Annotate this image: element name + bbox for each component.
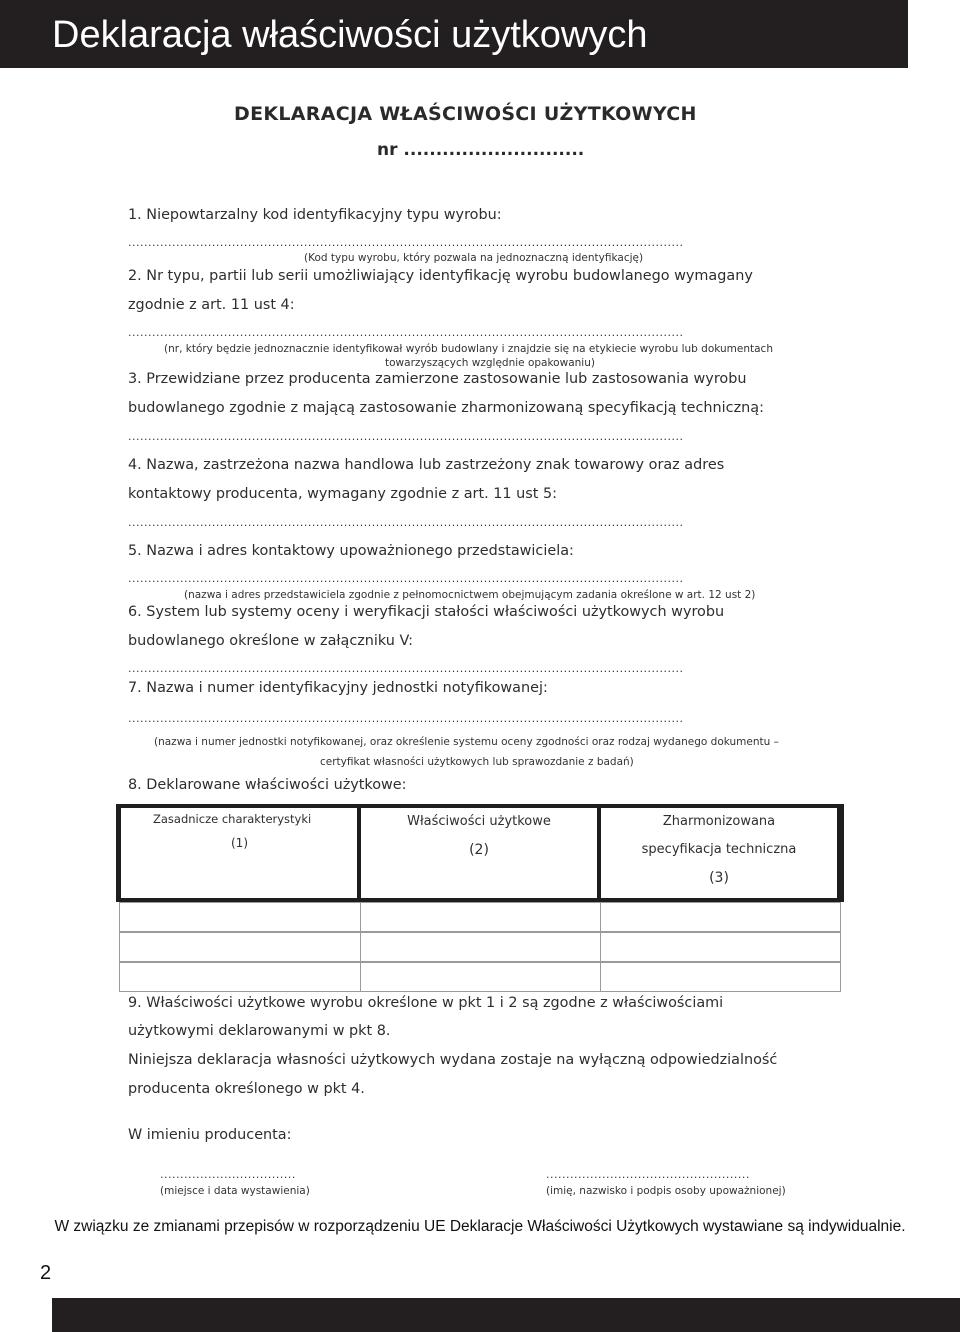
section-2-line-1: 2. Nr typu, partii lub serii umożliwiający identyfikację wyrobu budowlanego wymagany: [128, 268, 753, 284]
section-2-note-1: (nr, który będzie jednoznacznie identyfikował wyrób budowlany i znajdzie się na etykiecie wyrobu lub dokumentach: [164, 343, 773, 355]
caption-text: W związku ze zmianami przepisów w rozporządzeniu UE Deklaracje Właściwości Użytkowych wystawiane są indywidualnie.: [54, 1218, 906, 1235]
section-5: 5. Nazwa i adres kontaktowy upoważnionego przedstawiciela:: [128, 543, 574, 559]
fill-line: ...........................................................................................................................................: [128, 430, 684, 443]
section-7: 7. Nazwa i numer identyfikacyjny jednostki notyfikowanej:: [128, 680, 548, 696]
form-title: DEKLARACJA WŁAŚCIWOŚCI UŻYTKOWYCH: [234, 103, 697, 125]
section-2-line-2: zgodnie z art. 11 ust 4:: [128, 297, 295, 313]
table-header-cell: [121, 808, 357, 898]
declaration-form-image: [110, 90, 850, 1205]
signature-note-left: (miejsce i data wystawienia): [160, 1185, 310, 1197]
section-1-note: (Kod typu wyrobu, który pozwala na jednoznaczną identyfikację): [304, 252, 644, 264]
section-9-line-4: producenta określonego w pkt 4.: [128, 1081, 365, 1097]
section-5-note: (nazwa i adres przedstawiciela zgodnie z pełnomocnictwem obejmującym zadania określone w art. 12 ust 2): [184, 589, 756, 601]
section-4-line-1: 4. Nazwa, zastrzeżona nazwa handlowa lub zastrzeżony znak towarowy oraz adres: [128, 457, 725, 473]
fill-line: ...........................................................................................................................................: [128, 662, 684, 675]
section-6-line-2: budowlanego określone w załączniku V:: [128, 633, 414, 649]
column-label: Zharmonizowana: [662, 814, 776, 829]
table-header-cell: [361, 808, 597, 898]
section-9-line-2: użytkowymi deklarowanymi w pkt 8.: [128, 1023, 391, 1039]
table-row: [119, 932, 841, 962]
section-8: 8. Deklarowane właściwości użytkowe:: [128, 777, 407, 793]
fill-line: ...........................................................................................................................................: [128, 712, 684, 725]
signature-line-right: ...................................................: [546, 1168, 750, 1181]
page-title: Deklaracja właściwości użytkowych: [52, 14, 648, 56]
column-number: (3): [709, 870, 729, 886]
column-label: Zasadnicze charakterystyki: [153, 812, 312, 826]
section-9-line-3: Niniejsza deklaracja własności użytkowych wydana zostaje na wyłączną odpowiedzialność: [128, 1052, 778, 1068]
signature-note-right: (imię, nazwisko i podpis osoby upoważnionej): [546, 1185, 786, 1197]
column-label: Właściwości użytkowe: [407, 814, 551, 829]
table-row: [119, 902, 841, 932]
signature-line-left: ..................................: [160, 1168, 296, 1181]
footer-bar: [52, 1298, 960, 1332]
column-number: (2): [469, 842, 489, 858]
fill-line: ...........................................................................................................................................: [128, 236, 684, 249]
on-behalf-label: W imieniu producenta:: [128, 1127, 292, 1143]
section-3-line-1: 3. Przewidziane przez producenta zamierzone zastosowanie lub zastosowania wyrobu: [128, 371, 747, 387]
section-1: 1. Niepowtarzalny kod identyfikacyjny typu wyrobu:: [128, 207, 502, 223]
table-row: [119, 962, 841, 992]
table-header: [116, 804, 844, 902]
section-3-line-2: budowlanego zgodnie z mającą zastosowanie zharmonizowaną specyfikacją techniczną:: [128, 400, 764, 416]
page-number: 2: [40, 1262, 52, 1284]
header-bar: [0, 0, 908, 68]
properties-table: [116, 804, 844, 994]
column-label: specyfikacja techniczna: [641, 842, 797, 857]
fill-line: ...........................................................................................................................................: [128, 516, 684, 529]
section-7-note-1: (nazwa i numer jednostki notyfikowanej, oraz określenie systemu oceny zgodności oraz rodzaj wydanego dokumentu –: [154, 736, 779, 748]
form-number: nr ............................: [377, 140, 585, 160]
fill-line: ...........................................................................................................................................: [128, 326, 684, 339]
column-number: (1): [231, 836, 248, 850]
section-6-line-1: 6. System lub systemy oceny i weryfikacji stałości właściwości użytkowych wyrobu: [128, 604, 725, 620]
section-2-note-2: towarzyszących względnie opakowaniu): [385, 357, 595, 369]
section-9-line-1: 9. Właściwości użytkowe wyrobu określone w pkt 1 i 2 są zgodne z właściwościami: [128, 995, 724, 1011]
section-4-line-2: kontaktowy producenta, wymagany zgodnie z art. 11 ust 5:: [128, 486, 557, 502]
fill-line: ...........................................................................................................................................: [128, 572, 684, 585]
table-header-cell: [601, 808, 837, 898]
section-7-note-2: certyfikat własności użytkowych lub sprawozdanie z badań): [320, 756, 634, 768]
